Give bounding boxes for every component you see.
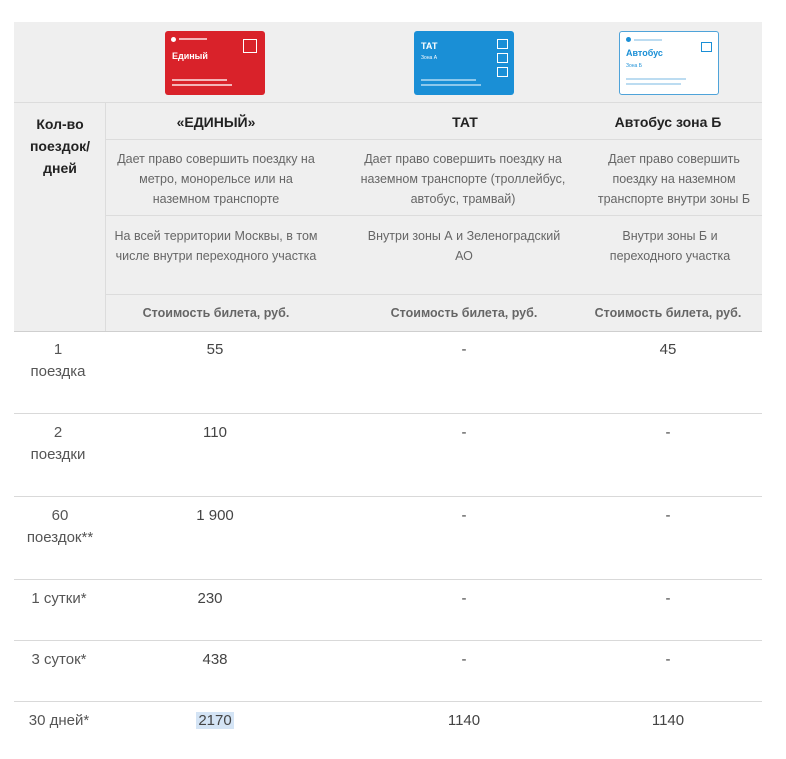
card-fine-print <box>179 38 207 40</box>
table-row-label: 1 поездка <box>30 341 86 380</box>
column-header-bus: Автобус зона Б <box>614 114 722 130</box>
card-fine-print <box>626 78 686 80</box>
rights-description-tat: Дает право совершить поездку на наземном транспорте (троллейбус, автобус, трамвай) <box>360 152 566 206</box>
card-bus-title: Автобус <box>626 48 663 58</box>
header-divider <box>105 294 762 295</box>
card-tat-image <box>414 31 514 95</box>
metro-logo-icon <box>626 37 631 42</box>
header-bottom-border <box>14 331 762 332</box>
card-fine-print <box>626 83 681 85</box>
card-bus-image <box>619 31 719 95</box>
row-divider <box>14 640 762 641</box>
table-cell-bus: 1140 <box>651 712 685 729</box>
column-header-tat: ТАТ <box>452 114 478 130</box>
table-row-label: 3 суток* <box>31 651 87 668</box>
kremlin-icon <box>243 39 257 53</box>
row-label-header: Кол-во поездок/ дней <box>29 116 91 176</box>
trolleybus-icon <box>497 39 508 49</box>
price-label-edinyi: Стоимость билета, руб. <box>142 306 290 320</box>
header-divider <box>105 102 106 332</box>
card-fine-print <box>421 79 476 81</box>
table-row-label: 2 поездки <box>30 424 86 463</box>
header-divider <box>105 215 762 216</box>
table-cell-tat: 1140 <box>447 712 481 729</box>
card-fine-print <box>172 79 227 81</box>
row-divider <box>14 413 762 414</box>
table-cell-bus: - <box>665 424 671 441</box>
row-divider <box>14 579 762 580</box>
table-cell-tat: - <box>461 651 467 668</box>
table-cell-bus: - <box>665 651 671 668</box>
card-tat-title: ТАТ <box>421 41 438 51</box>
card-tat-zone: Зона А <box>421 55 438 61</box>
selected-text-highlight[interactable]: 2170 <box>198 712 232 729</box>
table-cell-edinyi: 55 <box>206 341 224 358</box>
zone-description-edinyi: На всей территории Москвы, в том числе внутри переходного участка <box>114 229 318 263</box>
table-cell-tat: - <box>461 507 467 524</box>
card-edinyi-image <box>165 31 265 95</box>
zone-description-tat: Внутри зоны А и Зеленоградский АО <box>367 229 561 263</box>
row-divider <box>14 496 762 497</box>
table-cell-edinyi: 438 <box>202 651 228 668</box>
rights-description-bus: Дает право совершить поездку на наземном транспорте внутри зоны Б <box>597 152 751 206</box>
header-divider <box>14 102 762 103</box>
table-cell-edinyi: 110 <box>203 424 227 441</box>
table-cell-tat: - <box>461 341 467 358</box>
card-fine-print <box>421 84 481 86</box>
card-bus-zone: Зона Б <box>626 63 643 69</box>
table-cell-tat: - <box>461 424 467 441</box>
tram-icon <box>497 67 508 77</box>
card-edinyi-title: Единый <box>172 51 208 61</box>
rights-description-edinyi: Дает право совершить поездку на метро, монорельсе или на наземном транспорте <box>117 152 315 206</box>
zone-description-bus: Внутри зоны Б и переходного участка <box>609 229 731 263</box>
table-row-label: 30 дней* <box>28 712 90 729</box>
table-cell-tat: - <box>461 590 467 607</box>
card-fine-print <box>172 84 232 86</box>
column-header-edinyi: «ЕДИНЫЙ» <box>176 114 256 130</box>
table-cell-bus: - <box>665 590 671 607</box>
bus-icon <box>701 42 712 52</box>
price-label-bus: Стоимость билета, руб. <box>594 306 742 320</box>
bus-icon <box>497 53 508 63</box>
table-cell-bus: 45 <box>659 341 677 358</box>
table-row-label: 1 сутки* <box>31 590 87 607</box>
metro-logo-icon <box>171 37 176 42</box>
table-cell-edinyi: 230 <box>197 590 223 607</box>
table-cell-bus: - <box>665 507 671 524</box>
table-cell-edinyi: 1 900 <box>196 507 234 524</box>
card-fine-print <box>634 39 662 41</box>
header-divider <box>105 139 762 140</box>
table-row-label: 60 поездок** <box>26 507 94 546</box>
row-divider <box>14 701 762 702</box>
price-label-tat: Стоимость билета, руб. <box>390 306 538 320</box>
table-cell-edinyi <box>155 712 275 729</box>
